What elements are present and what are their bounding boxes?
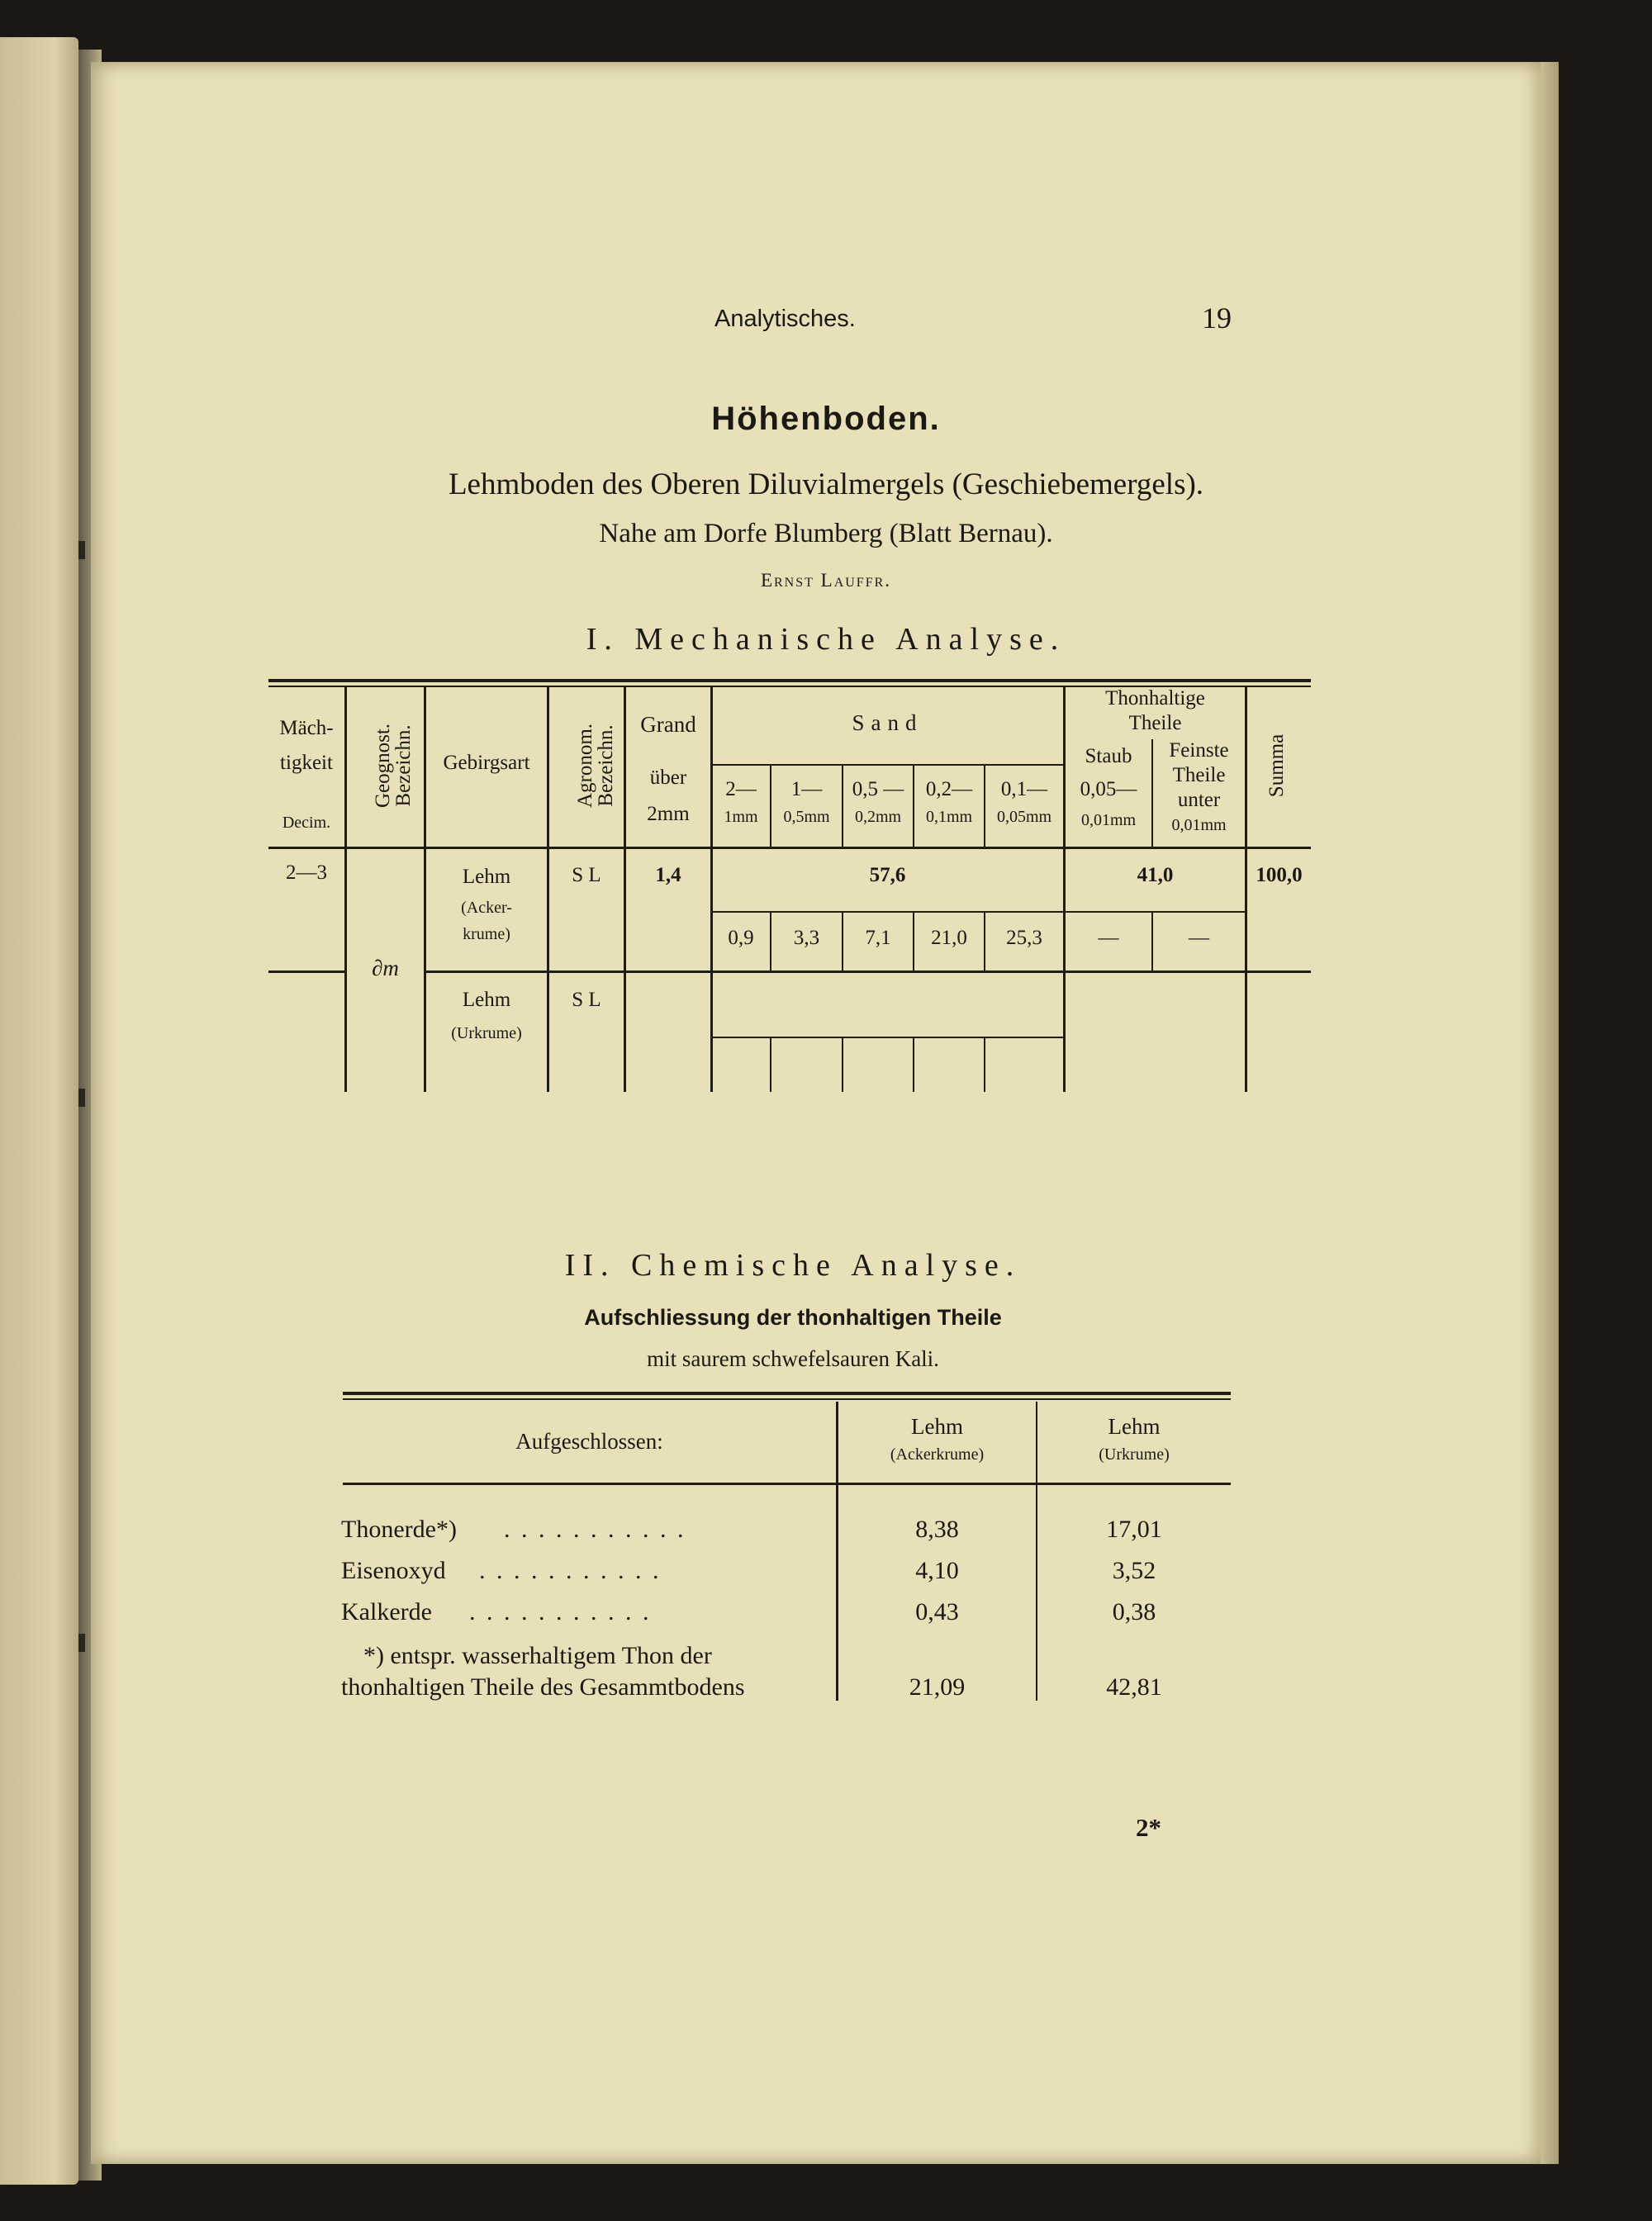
header-theile: Theile: [1128, 712, 1182, 734]
header-maechtigkeit: Mäch-: [279, 717, 334, 739]
left-page-edge: [0, 37, 78, 2185]
header-feinste-2: Theile: [1172, 764, 1226, 786]
row1-agronom: S L: [572, 864, 601, 886]
header-grand: Grand: [640, 712, 696, 737]
row1-sand-value: 3,3: [793, 927, 820, 949]
chemical-subheading: Aufschliessung der thonhaltigen Theile: [584, 1305, 1002, 1330]
chem-row-dots: . . . . . . . . . . .: [504, 1516, 686, 1543]
header-staub: Staub: [1085, 745, 1132, 767]
signature-mark: 2*: [1136, 1813, 1161, 1842]
location-line: Nahe am Dorfe Blumberg (Blatt Bernau).: [599, 519, 1053, 548]
book-page: [91, 62, 1540, 2164]
chem-row-dots: . . . . . . . . . . .: [469, 1598, 652, 1625]
chem-col1-sub: (Ackerkrume): [890, 1445, 985, 1464]
header-sand-2b: 0,5mm: [783, 808, 830, 826]
row1-staub: —: [1098, 927, 1119, 949]
row1-sand-value: 0,9: [728, 927, 754, 949]
chem-row-v1: 0,43: [915, 1598, 959, 1625]
header-feinste: Feinste: [1169, 739, 1229, 762]
chemical-subheading-2: mit saurem schwefelsauren Kali.: [647, 1346, 939, 1371]
header-grand-ueber: über: [649, 766, 687, 789]
row1-sand-value: 21,0: [931, 927, 967, 949]
margin-mark: [78, 541, 85, 559]
margin-mark: [78, 1089, 85, 1107]
chem-col2: Lehm: [1108, 1414, 1161, 1439]
header-sand-1: 2—: [725, 778, 757, 800]
header-decim: Decim.: [282, 814, 331, 832]
header-agronom: Agronom.: [574, 723, 596, 809]
row2-gebirgsart: Lehm: [462, 989, 511, 1011]
margin-mark: [78, 1634, 85, 1652]
row-geognost: ∂m: [372, 956, 399, 980]
chem-footnote-2: thonhaltigen Theile des Gesammtbodens: [341, 1673, 745, 1701]
header-geognost: Geognost.: [372, 723, 394, 809]
header-sand-3: 0,5 —: [852, 778, 904, 800]
row1-sand-value: 25,3: [1006, 927, 1042, 949]
header-thonhaltige: Thonhaltige: [1105, 687, 1205, 709]
running-title: Analytisches.: [714, 306, 856, 332]
chem-row-v2: 3,52: [1112, 1557, 1156, 1584]
row1-sand-value: 7,1: [865, 927, 891, 949]
chem-footnote-v2: 42,81: [1106, 1673, 1162, 1701]
row1-feinste: —: [1189, 927, 1209, 949]
header-maechtigkeit-2: tigkeit: [280, 752, 333, 774]
header-geognost-2: Bezeichn.: [392, 724, 415, 807]
header-sand-3b: 0,2mm: [854, 808, 902, 826]
header-grand-size: 2mm: [647, 803, 690, 825]
header-sand-4: 0,2—: [925, 778, 973, 800]
chem-row-v2: 0,38: [1112, 1598, 1156, 1625]
section-heading-mechanical: I. Mechanische Analyse.: [586, 622, 1066, 657]
header-sand-4b: 0,1mm: [925, 808, 973, 826]
chem-row-label: Kalkerde: [341, 1598, 432, 1625]
row1-summa: 100,0: [1256, 864, 1303, 886]
chem-row-v1: 4,10: [915, 1557, 959, 1584]
chem-row-v2: 17,01: [1106, 1516, 1162, 1543]
header-feinste-4: 0,01mm: [1171, 816, 1227, 834]
row1-gebirgsart-sub2: krume): [463, 925, 510, 943]
author-line: Ernst Lauffr.: [760, 570, 892, 591]
chem-col1: Lehm: [911, 1414, 963, 1439]
header-staub-range: 0,05—: [1080, 778, 1137, 800]
header-staub-range-2: 0,01mm: [1080, 811, 1137, 829]
header-sand-1b: 1mm: [724, 808, 758, 826]
page-number: 19: [1202, 301, 1232, 335]
row1-sand-total: 57,6: [869, 864, 906, 886]
row1-grand: 1,4: [655, 864, 681, 886]
chem-col2-sub: (Urkrume): [1099, 1445, 1170, 1464]
row-depth: 2—3: [286, 861, 327, 884]
header-sand: Sand: [852, 710, 923, 735]
header-gebirgsart: Gebirgsart: [443, 752, 530, 774]
chem-row-label: Thonerde*): [341, 1516, 457, 1543]
section-heading-chemical: II. Chemische Analyse.: [564, 1248, 1022, 1283]
page-title: Höhenboden.: [711, 401, 941, 437]
header-sand-2: 1—: [790, 778, 823, 800]
chem-row-v1: 8,38: [915, 1516, 959, 1543]
header-summa: Summa: [1265, 733, 1288, 798]
row2-agronom: S L: [572, 989, 601, 1011]
subtitle: Lehmboden des Oberen Diluvialmergels (Geschiebemergels).: [448, 467, 1204, 501]
chem-col-label: Aufgeschlossen:: [515, 1429, 663, 1454]
chem-row-label: Eisenoxyd: [341, 1557, 446, 1584]
header-sand-5b: 0,05mm: [996, 808, 1052, 826]
header-agronom-2: Bezeichn.: [595, 724, 617, 807]
row2-gebirgsart-sub: (Urkrume): [451, 1024, 522, 1042]
chem-footnote: *) entspr. wasserhaltigem Thon der: [363, 1642, 712, 1669]
header-feinste-3: unter: [1177, 789, 1221, 811]
row1-gebirgsart-sub: (Acker-: [461, 899, 512, 917]
row1-gebirgsart: Lehm: [462, 866, 511, 888]
header-sand-5: 0,1—: [1000, 778, 1048, 800]
chem-footnote-v1: 21,09: [909, 1673, 966, 1701]
row1-thon-total: 41,0: [1137, 864, 1174, 886]
chem-row-dots: . . . . . . . . . . .: [479, 1557, 662, 1584]
page-edge: [1540, 62, 1559, 2164]
